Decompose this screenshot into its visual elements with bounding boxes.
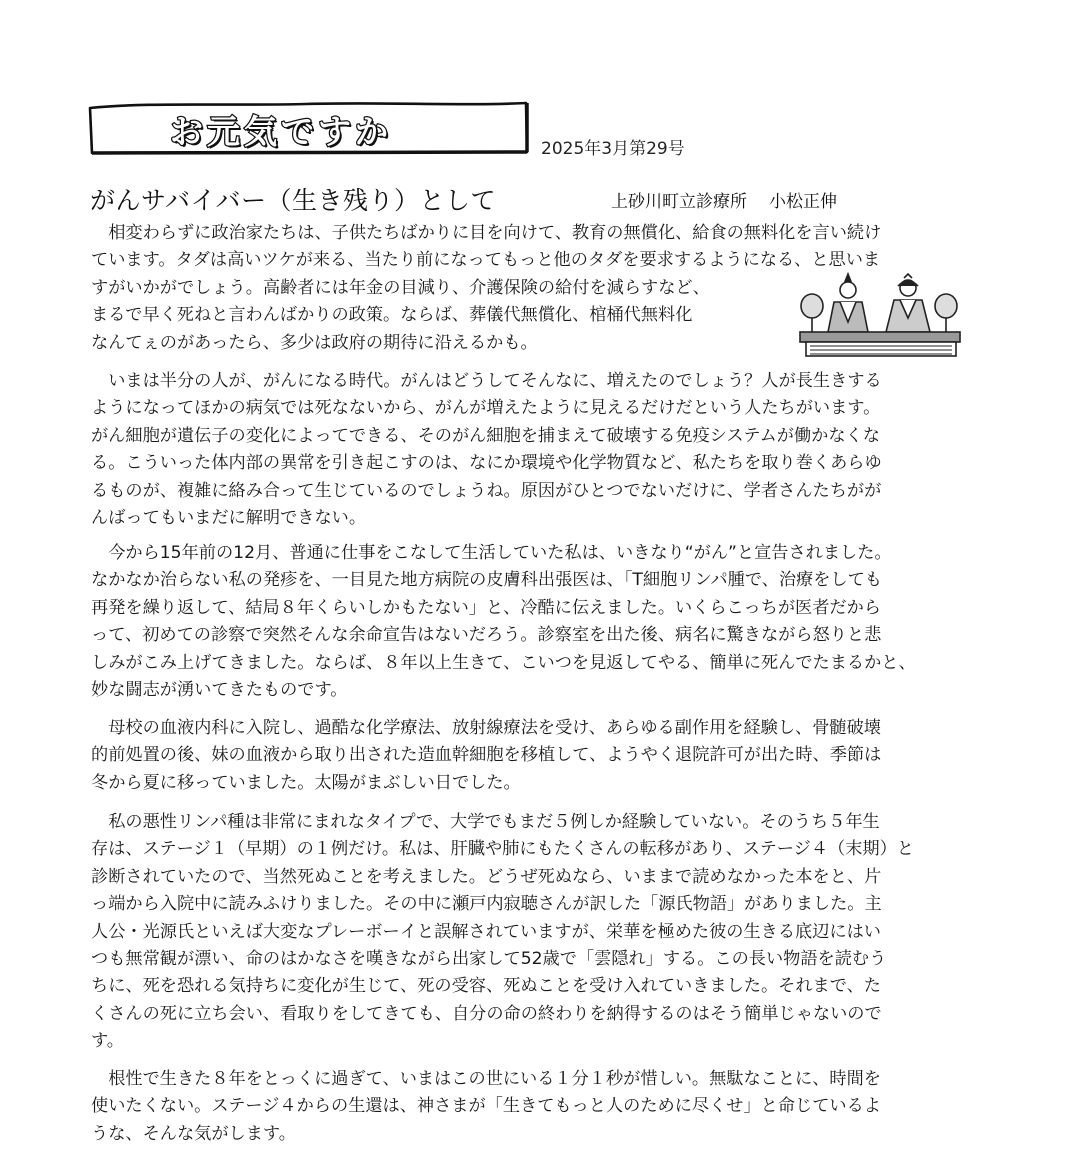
paragraph-2 [91, 368, 991, 532]
text-line: 再発を繰り返して、結局８年くらいしかもたない」と、冷酷に伝えました。いくらこっちが医者だから [91, 597, 881, 618]
text-line: 冬から夏に移っていました。太陽がまぶしい日でした。 [91, 772, 521, 793]
text-line: 存は、ステージ１（早期）の１例だけ。私は、肝臓や肺にもたくさんの転移があり、ステージ４（末期）と [91, 839, 914, 860]
banner-title: お元気ですか [170, 112, 392, 151]
author-name: 小松正伸 [769, 192, 837, 212]
text-line: す。 [91, 1031, 124, 1052]
issue-number: 2025年3月第29号 [541, 139, 685, 159]
paragraph-3 [91, 540, 991, 704]
paragraph-1 [91, 220, 991, 357]
paragraph-5 [91, 809, 991, 1056]
text-line: 今から15年前の12月、普通に仕事をこなして生活していた私は、いきなり“がん”と宣告されました。 [91, 543, 892, 563]
text-line: くさんの死に立ち会い、看取りをしてきても、自分の命の終わりを納得するのはそう簡単じゃないので [91, 1003, 882, 1024]
text-line: 母校の血液内科に入院し、過酷な化学療法、放射線療法を受け、あらゆる副作用を経験し、骨髄破壊 [91, 718, 881, 738]
text-line: なかなか治らない私の発疹を、一目見た地方病院の皮膚科出張医は、「T細胞リンパ腫で、治療をしても [91, 570, 882, 591]
newsletter-banner [86, 100, 530, 156]
text-line: んばってもいまだに解明できない。 [91, 508, 367, 529]
text-line: しみがこみ上げてきました。ならば、８年以上生きて、こいつを見返してやる、簡単に死んでたまるかと、 [91, 652, 916, 673]
text-line: 的前処置の後、妹の血液から取り出された造血幹細胞を移植して、ようやく退院許可が出た時、季節は [91, 745, 882, 766]
text-line: ようになってほかの病気では死なないから、がんが増えたように見えるだけだという人たちがいます。 [91, 398, 881, 419]
paragraph-6 [91, 1066, 991, 1148]
text-line: 人公・光源氏といえば大変なプレーボーイと誤解されていますが、栄華を極めた彼の生きる底辺にはい [91, 921, 881, 942]
text-line: がん細胞が遺伝子の変化によってできる、そのがん細胞を捕まえて破壊する免疫システムが働かなくな [91, 425, 880, 446]
text-line: まるで早く死ねと言わんばかりの政策。ならば、葬儀代無償化、棺桶代無料化 [91, 305, 693, 326]
author-affiliation: 上砂川町立診療所 [611, 192, 747, 212]
text-line: うな、そんな気がします。 [91, 1123, 296, 1144]
text-line: 相変わらずに政治家たちは、子供たちばかりに目を向けて、教育の無償化、給食の無料化を言い続け [91, 223, 882, 243]
text-line: 使いたくない。ステージ４からの生還は、神さまが「生きてもっと人のために尽くせ」と命じているよ [91, 1096, 881, 1117]
text-line: ちに、死を恐れる気持ちに変化が生じて、死の受容、死ぬことを受け入れていきました。それまで、た [91, 976, 881, 997]
text-line: るものが、複雑に絡み合って生じているのでしょうね。原因がひとつでないだけに、学者さんたちがが [91, 480, 882, 501]
text-line: すがいかがでしょう。高齢者には年金の目減り、介護保険の給付を減らすなど、 [91, 277, 710, 298]
text-line: 私の悪性リンパ種は非常にまれなタイプで、大学でもまだ５例しか経験していない。そのうち５年生 [91, 812, 880, 832]
text-line: っ端から入院中に読みふけりました。その中に瀬戸内寂聴さんが訳した「源氏物語」がありました。主 [91, 894, 882, 915]
text-line: いまは半分の人が、がんになる時代。がんはどうしてそんなに、増えたのでしょう？人が長生きする [91, 371, 882, 391]
text-line: る。こういった体内部の異常を引き起こすのは、なにか環境や化学物質など、私たちを取り巻くあらゆ [91, 453, 882, 474]
text-line: 診断されていたので、当然死ぬことを考えました。どうぜ死ぬなら、いままで読めなかった本をと、片 [91, 866, 882, 887]
text-line: つも無常観が漂い、命のはかなさを嘆きながら出家して52歳で「雲隠れ」する。この長い物語を読むう [91, 949, 887, 970]
text-line: ています。タダは高いツケが来る、当たり前になってもっと他のタダを要求するようになる、と思いま [91, 250, 881, 271]
article-title: がんサバイバー（生き残り）として [90, 186, 497, 215]
text-line: 根性で生きた８年をとっくに過ぎて、いまはこの世にいる１分１秒が惜しい。無駄なことに、時間を [91, 1069, 881, 1089]
text-line: なんてぇのがあったら、多少は政府の期待に沿えるかも。 [91, 332, 538, 353]
text-line: 妙な闘志が湧いてきたものです。 [91, 680, 348, 701]
author-line [611, 187, 837, 212]
text-line: って、初めての診察で突然そんな余命宣告はないだろう。診察室を出た後、病名に驚きながら怒りと悲 [91, 625, 882, 646]
paragraph-4 [91, 715, 991, 797]
